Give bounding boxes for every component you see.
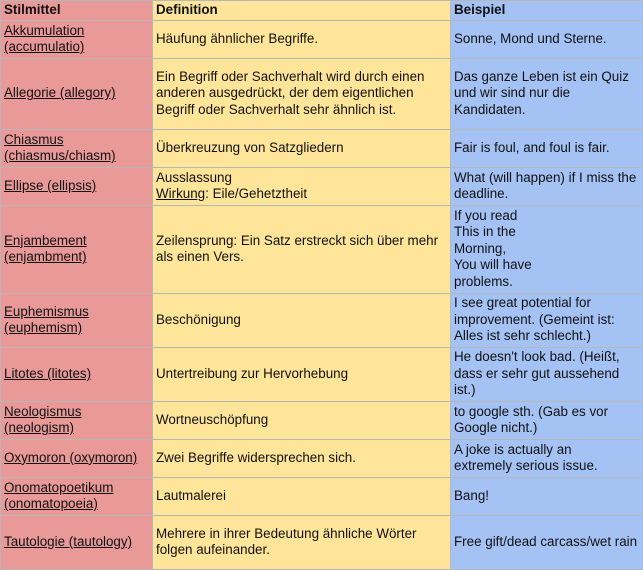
example-cell: I see great potential for improvement. (Gemeint ist: Alles ist sehr schlecht.): [451, 293, 643, 347]
example-cell: If you read This in the Morning, You will have problems.: [451, 205, 643, 293]
definition-cell: Zwei Begriffe widersprechen sich.: [153, 439, 451, 477]
term-cell: Euphemismus (euphemism): [1, 293, 153, 347]
table-row: [1, 347, 643, 401]
header-term: Stilmittel: [1, 1, 153, 21]
example-cell: Das ganze Leben ist ein Quiz und wir sind nur die Kandidaten.: [451, 58, 643, 129]
example-cell: Bang!: [451, 477, 643, 515]
definition-effect-label: Wirkung: [156, 186, 205, 201]
term-cell: Chiasmus (chiasmus/chiasm): [1, 129, 153, 167]
definition-cell: Ein Begriff oder Sachverhalt wird durch einen anderen ausgedrückt, der dem eigentlichen Begriff oder Sachverhalt sehr ähnlich ist.: [153, 58, 451, 129]
term-cell: Ellipse (ellipsis): [1, 167, 153, 205]
term-cell: Akkumulation (accumulatio): [1, 20, 153, 58]
definition-cell: Wortneuschöpfung: [153, 401, 451, 439]
definition-effect-text: : Eile/Gehetztheit: [205, 186, 307, 201]
example-cell: Fair is foul, and foul is fair.: [451, 129, 643, 167]
definition-cell: Beschönigung: [153, 293, 451, 347]
definition-cell: Untertreibung zur Hervorhebung: [153, 347, 451, 401]
definition-cell: [153, 167, 451, 205]
example-cell: Sonne, Mond und Sterne.: [451, 20, 643, 58]
table-row: [1, 439, 643, 477]
term-cell: Onomatopoetikum (onomatopoeia): [1, 477, 153, 515]
definition-line: Ausslassung: [156, 170, 232, 185]
definition-cell: Überkreuzung von Satzgliedern: [153, 129, 451, 167]
definition-cell: Häufung ähnlicher Begriffe.: [153, 20, 451, 58]
table-row: [1, 58, 643, 129]
example-cell: A joke is actually an extremely serious issue.: [451, 439, 643, 477]
header-example: Beispiel: [451, 1, 643, 21]
example-cell: He doesn't look bad. (Heißt, dass er sehr gut aussehend ist.): [451, 347, 643, 401]
example-cell: What (will happen) if I miss the deadline.: [451, 167, 643, 205]
term-cell: Tautologie (tautology): [1, 515, 153, 569]
definition-cell: Lautmalerei: [153, 477, 451, 515]
table-row: [1, 515, 643, 569]
term-cell: Allegorie (allegory): [1, 58, 153, 129]
table-row: [1, 401, 643, 439]
table-row: [1, 129, 643, 167]
term-cell: Oxymoron (oxymoron): [1, 439, 153, 477]
definition-cell: Zeilensprung: Ein Satz erstreckt sich über mehr als einen Vers.: [153, 205, 451, 293]
header-row: [1, 1, 643, 21]
term-cell: Litotes (litotes): [1, 347, 153, 401]
table-row: [1, 293, 643, 347]
example-cell: to google sth. (Gab es vor Google nicht.): [451, 401, 643, 439]
table-row: [1, 205, 643, 293]
example-cell: Free gift/dead carcass/wet rain: [451, 515, 643, 569]
term-cell: Neologismus (neologism): [1, 401, 153, 439]
definition-cell: Mehrere in ihrer Bedeutung ähnliche Wörter folgen aufeinander.: [153, 515, 451, 569]
table-row: [1, 477, 643, 515]
header-definition: Definition: [153, 1, 451, 21]
term-cell: Enjambement (enjambment): [1, 205, 153, 293]
table-row: [1, 20, 643, 58]
table-row: [1, 167, 643, 205]
